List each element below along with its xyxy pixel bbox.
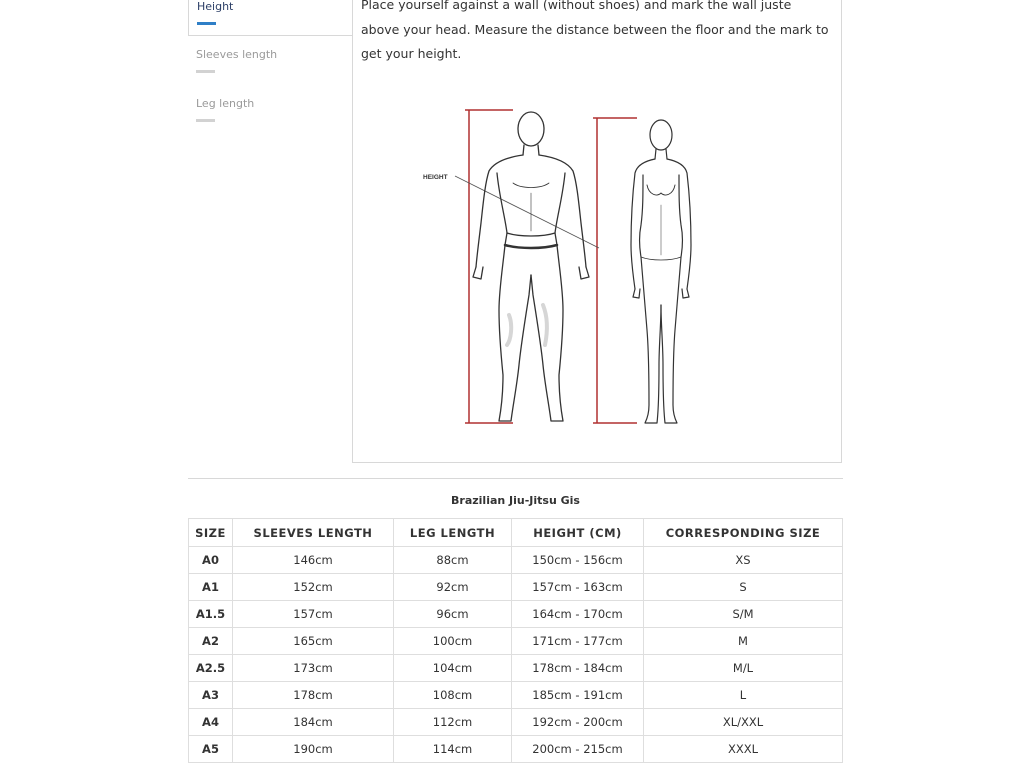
tab-leg-length[interactable] (188, 97, 352, 147)
height-range-cell: 171cm - 177cm (512, 628, 644, 655)
height-range-cell: 185cm - 191cm (512, 682, 644, 709)
leg-length-cell: 96cm (394, 601, 512, 628)
size-cell: A0 (189, 547, 233, 574)
sleeves-length-cell: 173cm (233, 655, 394, 682)
table-row (189, 574, 843, 601)
corresponding-size-cell: XS (644, 547, 843, 574)
tab-sleeves-length[interactable] (188, 48, 352, 98)
sleeves-length-cell: 178cm (233, 682, 394, 709)
size-cell: A2.5 (189, 655, 233, 682)
tab-leg-length-label: Leg length (196, 97, 255, 110)
column-header-leg-length: LEG LENGTH (394, 519, 512, 547)
sleeves-length-cell: 157cm (233, 601, 394, 628)
sleeves-length-cell: 152cm (233, 574, 394, 601)
size-chart-table (188, 518, 843, 763)
tab-sleeves-length-indicator (196, 70, 215, 73)
corresponding-size-cell: S (644, 574, 843, 601)
female-height-measure-bar (593, 118, 637, 423)
leg-length-cell: 104cm (394, 655, 512, 682)
table-row (189, 736, 843, 763)
column-header-size: SIZE (189, 519, 233, 547)
leg-length-cell: 100cm (394, 628, 512, 655)
corresponding-size-cell: M/L (644, 655, 843, 682)
female-figure (631, 120, 691, 423)
height-range-cell: 200cm - 215cm (512, 736, 644, 763)
corresponding-size-cell: S/M (644, 601, 843, 628)
table-row (189, 682, 843, 709)
tab-content-panel (352, 0, 842, 463)
column-header-sleeves-length: SLEEVES LENGTH (233, 519, 394, 547)
size-table-title: Brazilian Jiu-Jitsu Gis (451, 494, 580, 507)
corresponding-size-cell: M (644, 628, 843, 655)
column-header-corresponding-size: CORRESPONDING SIZE (644, 519, 843, 547)
size-cell: A2 (189, 628, 233, 655)
column-header-height: HEIGHT (CM) (512, 519, 644, 547)
height-range-cell: 192cm - 200cm (512, 709, 644, 736)
height-instructions: Place yourself against a wall (without shoes) and mark the wall juste above your head. Measure the distance between the floor and the mark to get your height. (361, 0, 829, 61)
size-cell: A5 (189, 736, 233, 763)
sleeves-length-cell: 190cm (233, 736, 394, 763)
corresponding-size-cell: XXXL (644, 736, 843, 763)
table-row (189, 655, 843, 682)
sleeves-length-cell: 146cm (233, 547, 394, 574)
height-callout-line (455, 176, 599, 248)
table-row (189, 601, 843, 628)
height-callout-label: HEIGHT (423, 174, 448, 181)
corresponding-size-cell: XL/XXL (644, 709, 843, 736)
male-figure (473, 112, 589, 421)
leg-length-cell: 112cm (394, 709, 512, 736)
leg-length-cell: 114cm (394, 736, 512, 763)
table-header-row (189, 519, 843, 547)
leg-length-cell: 108cm (394, 682, 512, 709)
tab-height-indicator (197, 22, 216, 25)
leg-length-cell: 92cm (394, 574, 512, 601)
size-cell: A1 (189, 574, 233, 601)
male-height-measure-bar (465, 110, 513, 423)
leg-length-cell: 88cm (394, 547, 512, 574)
tab-height-label: Height (197, 0, 234, 13)
size-cell: A1.5 (189, 601, 233, 628)
tab-height[interactable] (188, 0, 352, 36)
size-cell: A3 (189, 682, 233, 709)
section-divider (188, 478, 843, 479)
sleeves-length-cell: 165cm (233, 628, 394, 655)
table-row (189, 628, 843, 655)
height-range-cell: 178cm - 184cm (512, 655, 644, 682)
height-measurement-illustration (421, 105, 721, 430)
table-row (189, 709, 843, 736)
table-row (189, 547, 843, 574)
corresponding-size-cell: L (644, 682, 843, 709)
sleeves-length-cell: 184cm (233, 709, 394, 736)
height-range-cell: 157cm - 163cm (512, 574, 644, 601)
size-cell: A4 (189, 709, 233, 736)
height-range-cell: 150cm - 156cm (512, 547, 644, 574)
tab-leg-length-indicator (196, 119, 215, 122)
height-range-cell: 164cm - 170cm (512, 601, 644, 628)
tab-sleeves-length-label: Sleeves length (196, 48, 278, 61)
